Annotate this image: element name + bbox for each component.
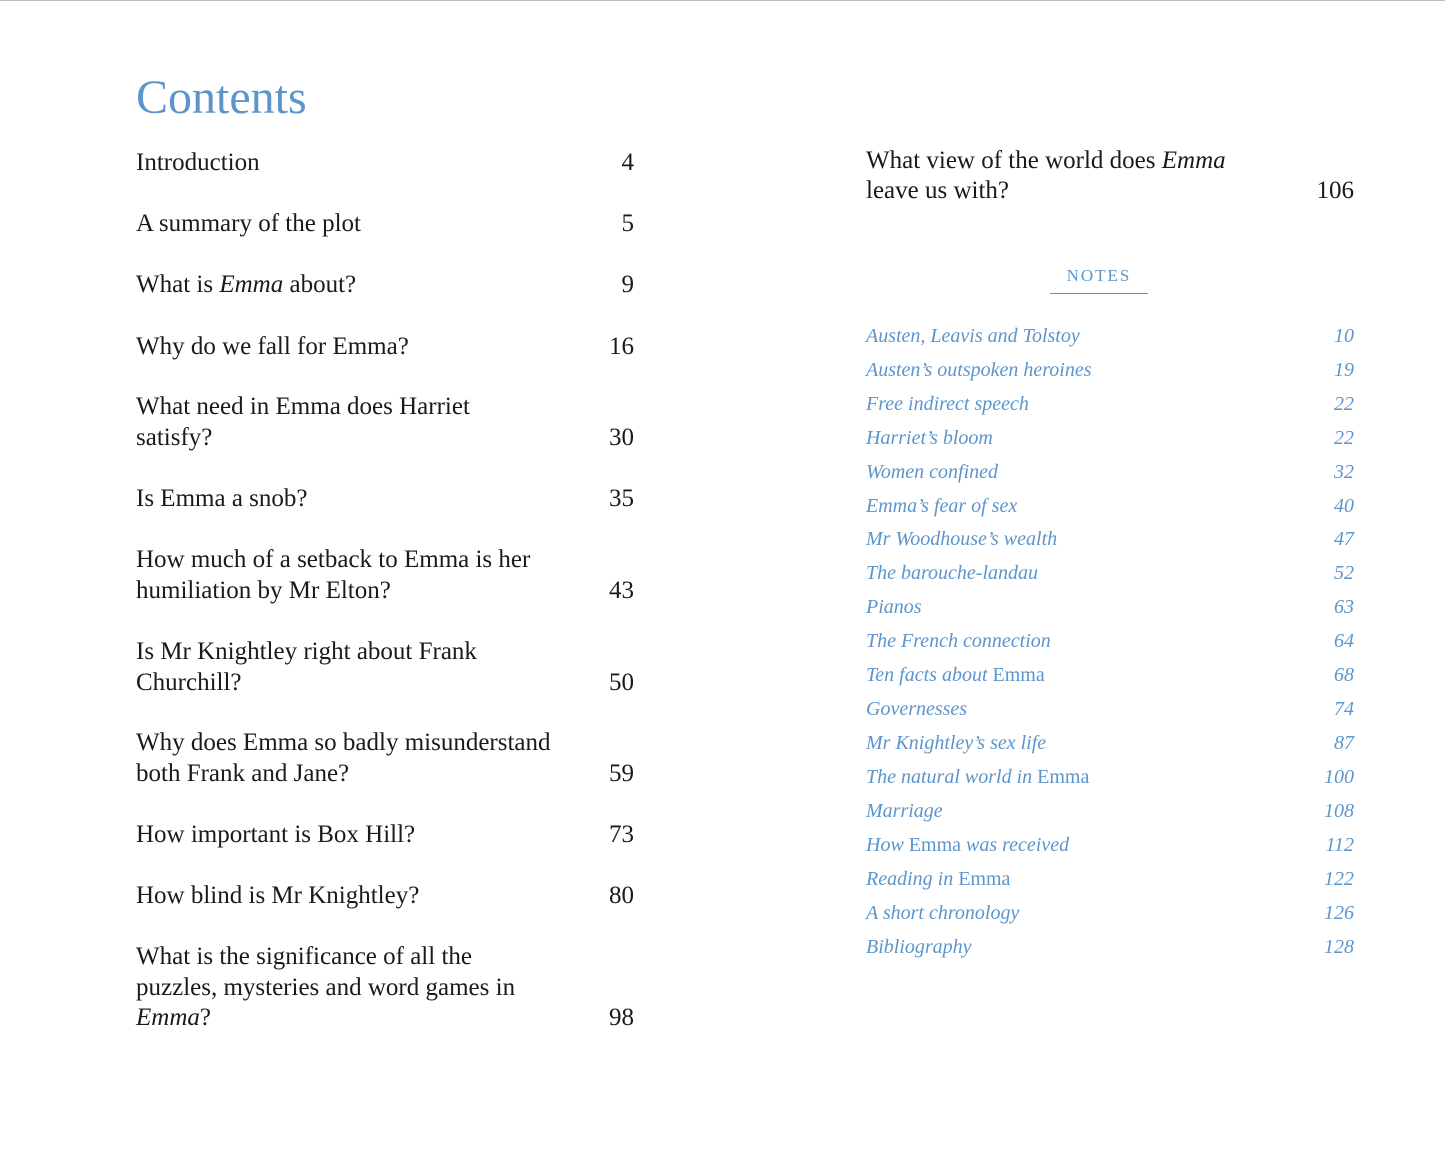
note-page: 64 <box>1334 630 1354 652</box>
note-page: 126 <box>1324 902 1354 924</box>
toc-entry-text: How much of a setback to Emma is her humiliation by Mr Elton? <box>136 546 531 604</box>
toc-entry-page: 59 <box>609 759 634 787</box>
page-title: Contents <box>136 71 307 124</box>
toc-entry-text: Is Emma a snob? <box>136 485 308 512</box>
note-item[interactable] <box>866 896 1354 930</box>
note-item[interactable] <box>866 658 1354 692</box>
note-text: Governesses <box>866 698 968 720</box>
note-text: Emma’s fear of sex <box>866 495 1018 517</box>
toc-entry-page: 35 <box>609 485 634 512</box>
note-item[interactable] <box>866 522 1354 556</box>
toc-entry-text: How important is Box Hill? <box>136 821 416 848</box>
toc-entry-frank-and-jane[interactable] <box>136 728 634 789</box>
toc-entry-text: A summary of the plot <box>136 210 361 237</box>
note-page: 22 <box>1334 393 1354 415</box>
note-text: Marriage <box>866 800 943 822</box>
note-item[interactable] <box>866 930 1354 964</box>
note-item[interactable] <box>866 760 1354 794</box>
note-page: 63 <box>1334 596 1354 618</box>
note-item[interactable] <box>866 387 1354 421</box>
note-text: Mr Knightley’s sex life <box>866 732 1047 754</box>
note-item[interactable] <box>866 726 1354 760</box>
note-text: Reading in Emma <box>866 868 1011 890</box>
note-page: 87 <box>1334 732 1354 754</box>
note-text: Pianos <box>866 596 922 618</box>
toc-entry-page: 50 <box>609 668 634 696</box>
toc-entry-page: 98 <box>609 1004 634 1031</box>
toc-entry-text: Introduction <box>136 149 260 176</box>
note-item[interactable] <box>866 556 1354 590</box>
toc-entry-mr-elton[interactable] <box>136 545 634 606</box>
note-text: Bibliography <box>866 936 972 958</box>
toc-entry-summary[interactable] <box>136 209 634 240</box>
toc-entry-page: 73 <box>609 821 634 848</box>
note-page: 122 <box>1324 868 1354 890</box>
note-page: 112 <box>1325 834 1354 856</box>
toc-entry-box-hill[interactable] <box>136 820 634 851</box>
note-page: 40 <box>1334 495 1354 517</box>
toc-entry-page: 4 <box>621 149 634 176</box>
note-text: The natural world in Emma <box>866 766 1090 788</box>
toc-entry-page: 30 <box>609 423 634 451</box>
toc-entry-introduction[interactable] <box>136 148 634 179</box>
note-item[interactable] <box>866 353 1354 387</box>
toc-entry-page: 5 <box>621 210 634 237</box>
note-item[interactable] <box>866 794 1354 828</box>
note-page: 100 <box>1324 766 1354 788</box>
note-item[interactable] <box>866 421 1354 455</box>
toc-entry-what-is-emma-about[interactable] <box>136 270 634 301</box>
note-text: Free indirect speech <box>866 393 1029 415</box>
toc-entry-page: 80 <box>609 882 634 909</box>
toc-entry-page: 9 <box>621 271 634 298</box>
note-page: 108 <box>1324 800 1354 822</box>
note-item[interactable] <box>866 862 1354 896</box>
note-page: 10 <box>1334 325 1354 347</box>
note-text: Ten facts about Emma <box>866 664 1045 686</box>
toc-entry-harriet[interactable] <box>136 392 634 453</box>
toc-entry-puzzles[interactable] <box>136 942 634 1034</box>
toc-entry-text: What is the significance of all the puzzles, mysteries and word games in Emma? <box>136 943 516 1031</box>
toc-entry-text: Why does Emma so badly misunderstand both Frank and Jane? <box>136 729 551 787</box>
toc-entry-frank-churchill[interactable] <box>136 637 634 698</box>
toc-entry-snob[interactable] <box>136 484 634 515</box>
toc-entry-page: 43 <box>609 576 634 604</box>
note-page: 128 <box>1324 936 1354 958</box>
toc-entry-text: What view of the world does Emma leave us with? <box>866 147 1226 204</box>
note-page: 32 <box>1334 461 1354 483</box>
note-page: 68 <box>1334 664 1354 686</box>
toc-entry-page: 16 <box>609 333 634 360</box>
note-item[interactable] <box>866 319 1354 353</box>
note-item[interactable] <box>866 590 1354 624</box>
note-text: A short chronology <box>866 902 1020 924</box>
note-text: Harriet’s bloom <box>866 427 993 449</box>
note-text: The barouche-landau <box>866 562 1039 584</box>
note-text: The French connection <box>866 630 1051 652</box>
note-item[interactable] <box>866 624 1354 658</box>
note-item[interactable] <box>866 455 1354 489</box>
toc-entry-world-view[interactable] <box>866 146 1354 206</box>
toc-entry-page: 106 <box>1316 177 1354 204</box>
note-page: 22 <box>1334 427 1354 449</box>
toc-entry-text: What is Emma about? <box>136 271 357 298</box>
note-page: 74 <box>1334 698 1354 720</box>
note-text: Austen, Leavis and Tolstoy <box>866 325 1080 347</box>
toc-entry-text: What need in Emma does Harriet satisfy? <box>136 393 470 451</box>
toc-entry-text: How blind is Mr Knightley? <box>136 882 420 909</box>
toc-entry-text: Why do we fall for Emma? <box>136 333 409 360</box>
top-rule <box>0 0 1445 1</box>
note-item[interactable] <box>866 489 1354 523</box>
toc-entry-blind-knightley[interactable] <box>136 881 634 912</box>
note-text: How Emma was received <box>866 834 1070 856</box>
toc-entry-text: Is Mr Knightley right about Frank Churchill? <box>136 638 477 696</box>
note-text: Austen’s outspoken heroines <box>866 359 1092 381</box>
note-page: 52 <box>1334 562 1354 584</box>
note-page: 47 <box>1334 528 1354 550</box>
notes-heading: NOTES <box>1050 265 1148 294</box>
note-item[interactable] <box>866 692 1354 726</box>
note-text: Women confined <box>866 461 999 483</box>
note-item[interactable] <box>866 828 1354 862</box>
note-text: Mr Woodhouse’s wealth <box>866 528 1058 550</box>
note-page: 19 <box>1334 359 1354 381</box>
toc-entry-fall-for-emma[interactable] <box>136 332 634 363</box>
